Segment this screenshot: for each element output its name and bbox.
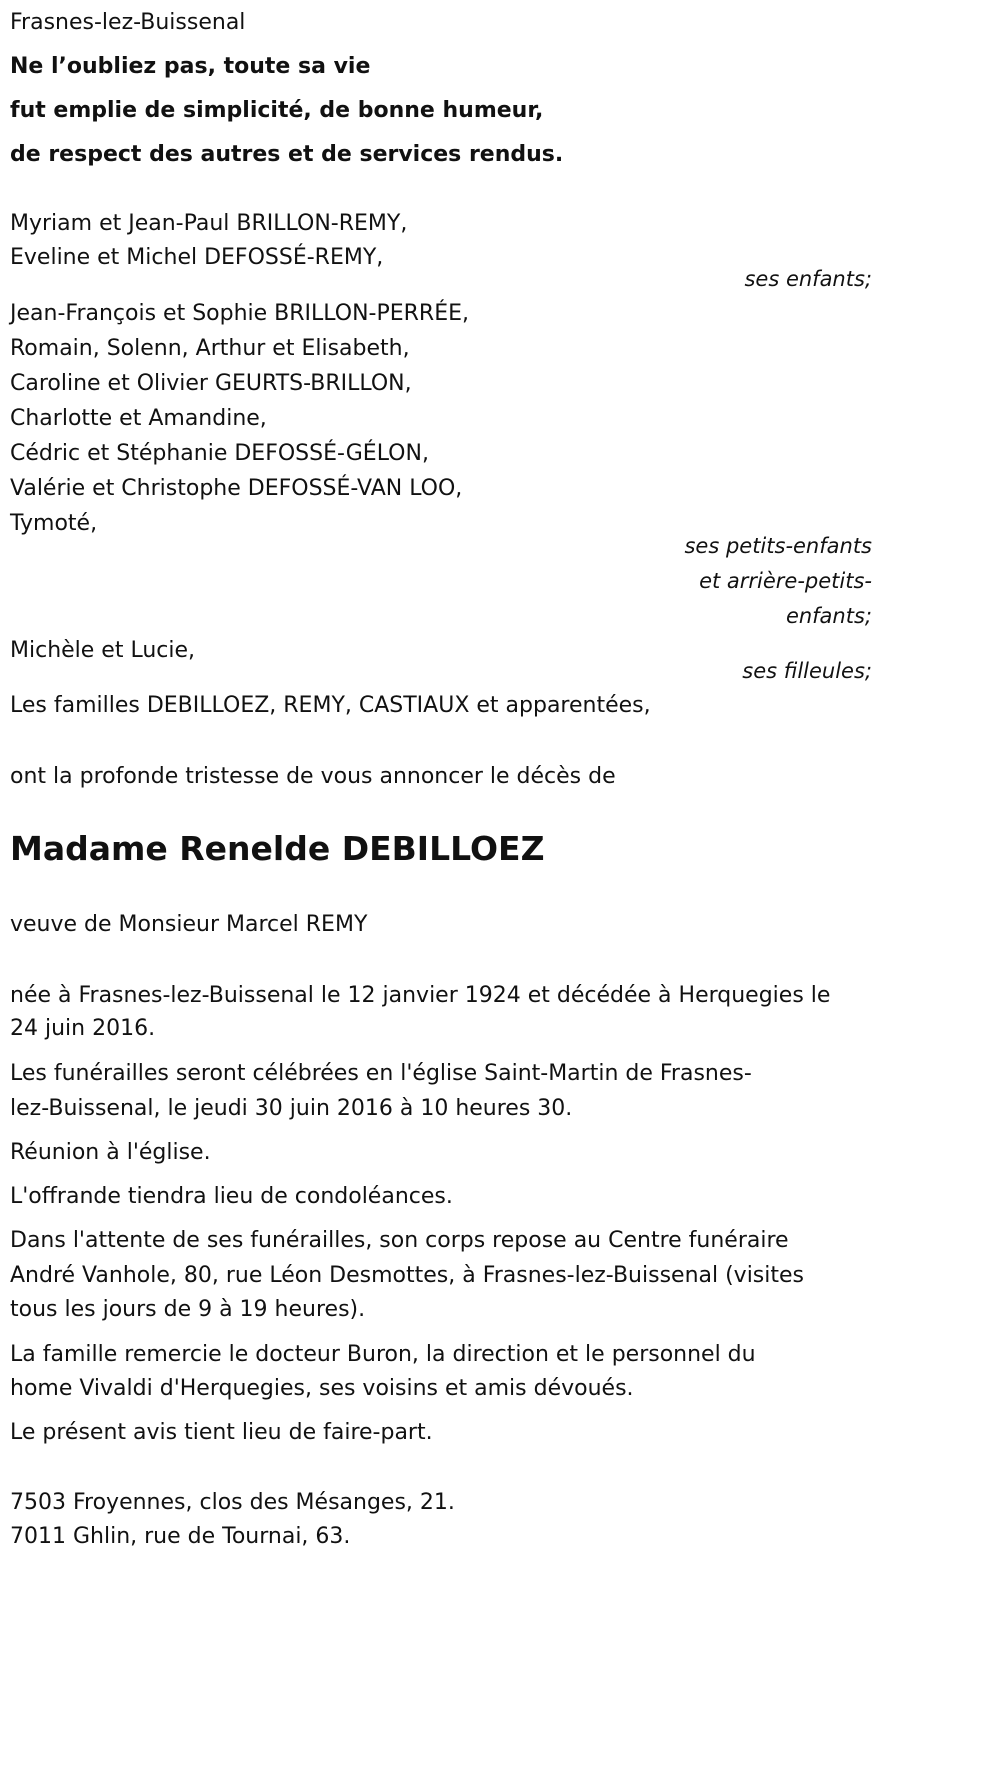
epitaph-line: de respect des autres et de services rendus. [10,142,564,167]
role-label: ses enfants; [744,267,872,291]
detail-line: Le présent avis tient lieu de faire-part. [10,1420,433,1445]
detail-line: Dans l'attente de ses funérailles, son corps repose au Centre funéraire [10,1228,789,1253]
role-label: enfants; [785,604,872,628]
family-line: Eveline et Michel DEFOSSÉ-REMY, [10,245,384,270]
epitaph-line: fut emplie de simplicité, de bonne humeur, [10,98,544,123]
detail-line: lez-Buissenal, le jeudi 30 juin 2016 à 10 heures 30. [10,1096,573,1121]
family-line: Charlotte et Amandine, [10,406,267,431]
detail-line: 24 juin 2016. [10,1016,156,1041]
family-line: Valérie et Christophe DEFOSSÉ-VAN LOO, [10,476,463,501]
place-line: Frasnes-lez-Buissenal [10,10,246,35]
family-line: Cédric et Stéphanie DEFOSSÉ-GÉLON, [10,441,429,466]
detail-line: tous les jours de 9 à 19 heures). [10,1297,366,1322]
family-line: Romain, Solenn, Arthur et Elisabeth, [10,336,410,361]
detail-line: née à Frasnes-lez-Buissenal le 12 janvier 1924 et décédée à Herquegies le [10,983,831,1008]
epitaph-line: Ne l’oubliez pas, toute sa vie [10,54,371,79]
family-line: Jean-François et Sophie BRILLON-PERRÉE, [10,301,470,326]
announcement-line: ont la profonde tristesse de vous annoncer le décès de [10,764,616,789]
widow-of-line: veuve de Monsieur Marcel REMY [10,912,368,937]
detail-line: La famille remercie le docteur Buron, la direction et le personnel du [10,1342,756,1367]
family-line: Tymoté, [10,511,98,536]
address-line: 7011 Ghlin, rue de Tournai, 63. [10,1524,351,1549]
role-label: ses filleules; [742,659,872,683]
detail-line: André Vanhole, 80, rue Léon Desmottes, à Frasnes-lez-Buissenal (visites [10,1263,805,1288]
family-line: Michèle et Lucie, [10,638,196,663]
detail-line: Les funérailles seront célébrées en l'église Saint-Martin de Frasnes- [10,1061,752,1086]
detail-line: Réunion à l'église. [10,1140,211,1165]
families-line: Les familles DEBILLOEZ, REMY, CASTIAUX et apparentées, [10,693,651,718]
deceased-name: Madame Renelde DEBILLOEZ [10,829,545,868]
family-line: Myriam et Jean-Paul BRILLON-REMY, [10,211,408,236]
role-label: et arrière-petits- [699,569,872,593]
role-label: ses petits-enfants [684,534,872,558]
address-line: 7503 Froyennes, clos des Mésanges, 21. [10,1490,455,1515]
detail-line: home Vivaldi d'Herquegies, ses voisins et amis dévoués. [10,1376,634,1401]
detail-line: L'offrande tiendra lieu de condoléances. [10,1184,453,1209]
family-line: Caroline et Olivier GEURTS-BRILLON, [10,371,412,396]
